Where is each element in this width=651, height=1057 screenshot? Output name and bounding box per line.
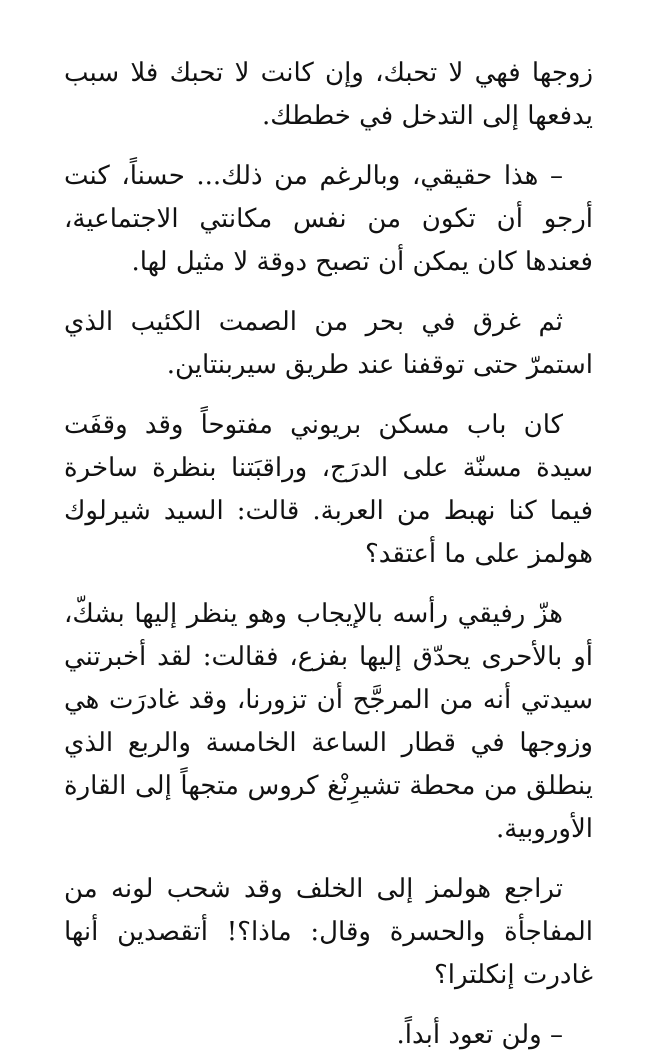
paragraph-5: هزّ رفيقي رأسه بالإيجاب وهو ينظر إليها بشكّ، أو بالأحرى يحدّق إليها بفزع، فقالت: لقد أخبرتني سيدتي أنه من المرجَّح أن تزورنا، وقد غادرَت هي وزوجها في قطار الساعة الخامسة والربع الذي ينطلق من محطة تشيرِنْغ كروس متجهاً إلى القارة الأوروبية. — [64, 599, 593, 844]
paragraph-7: – ولن تعود أبداً. — [396, 1020, 563, 1050]
paragraph-3: ثم غرق في بحر من الصمت الكئيب الذي استمرّ حتى توقفنا عند طريق سيربنتاين. — [64, 307, 593, 380]
paragraph-2: – هذا حقيقي، وبالرغم من ذلك... حسناً، كنت أرجو أن تكون من نفس مكانتي الاجتماعية، فعندها كان يمكن أن تصبح دوقة لا مثيل لها. — [64, 161, 593, 277]
paragraph-4: كان باب مسكن بريوني مفتوحاً وقد وقفَت سيدة مسنّة على الدرَج، وراقبَتنا بنظرة ساخرة فيما كنا نهبط من العربة. قالت: السيد شيرلوك هولمز على ما أعتقد؟ — [64, 410, 593, 569]
paragraph-1: زوجها فهي لا تحبك، وإن كانت لا تحبك فلا سبب يدفعها إلى التدخل في خططك. — [64, 58, 593, 131]
paragraph-6: تراجع هولمز إلى الخلف وقد شحب لونه من المفاجأة والحسرة وقال: ماذا؟! أتقصدين أنها غادرت إنكلترا؟ — [64, 874, 593, 990]
